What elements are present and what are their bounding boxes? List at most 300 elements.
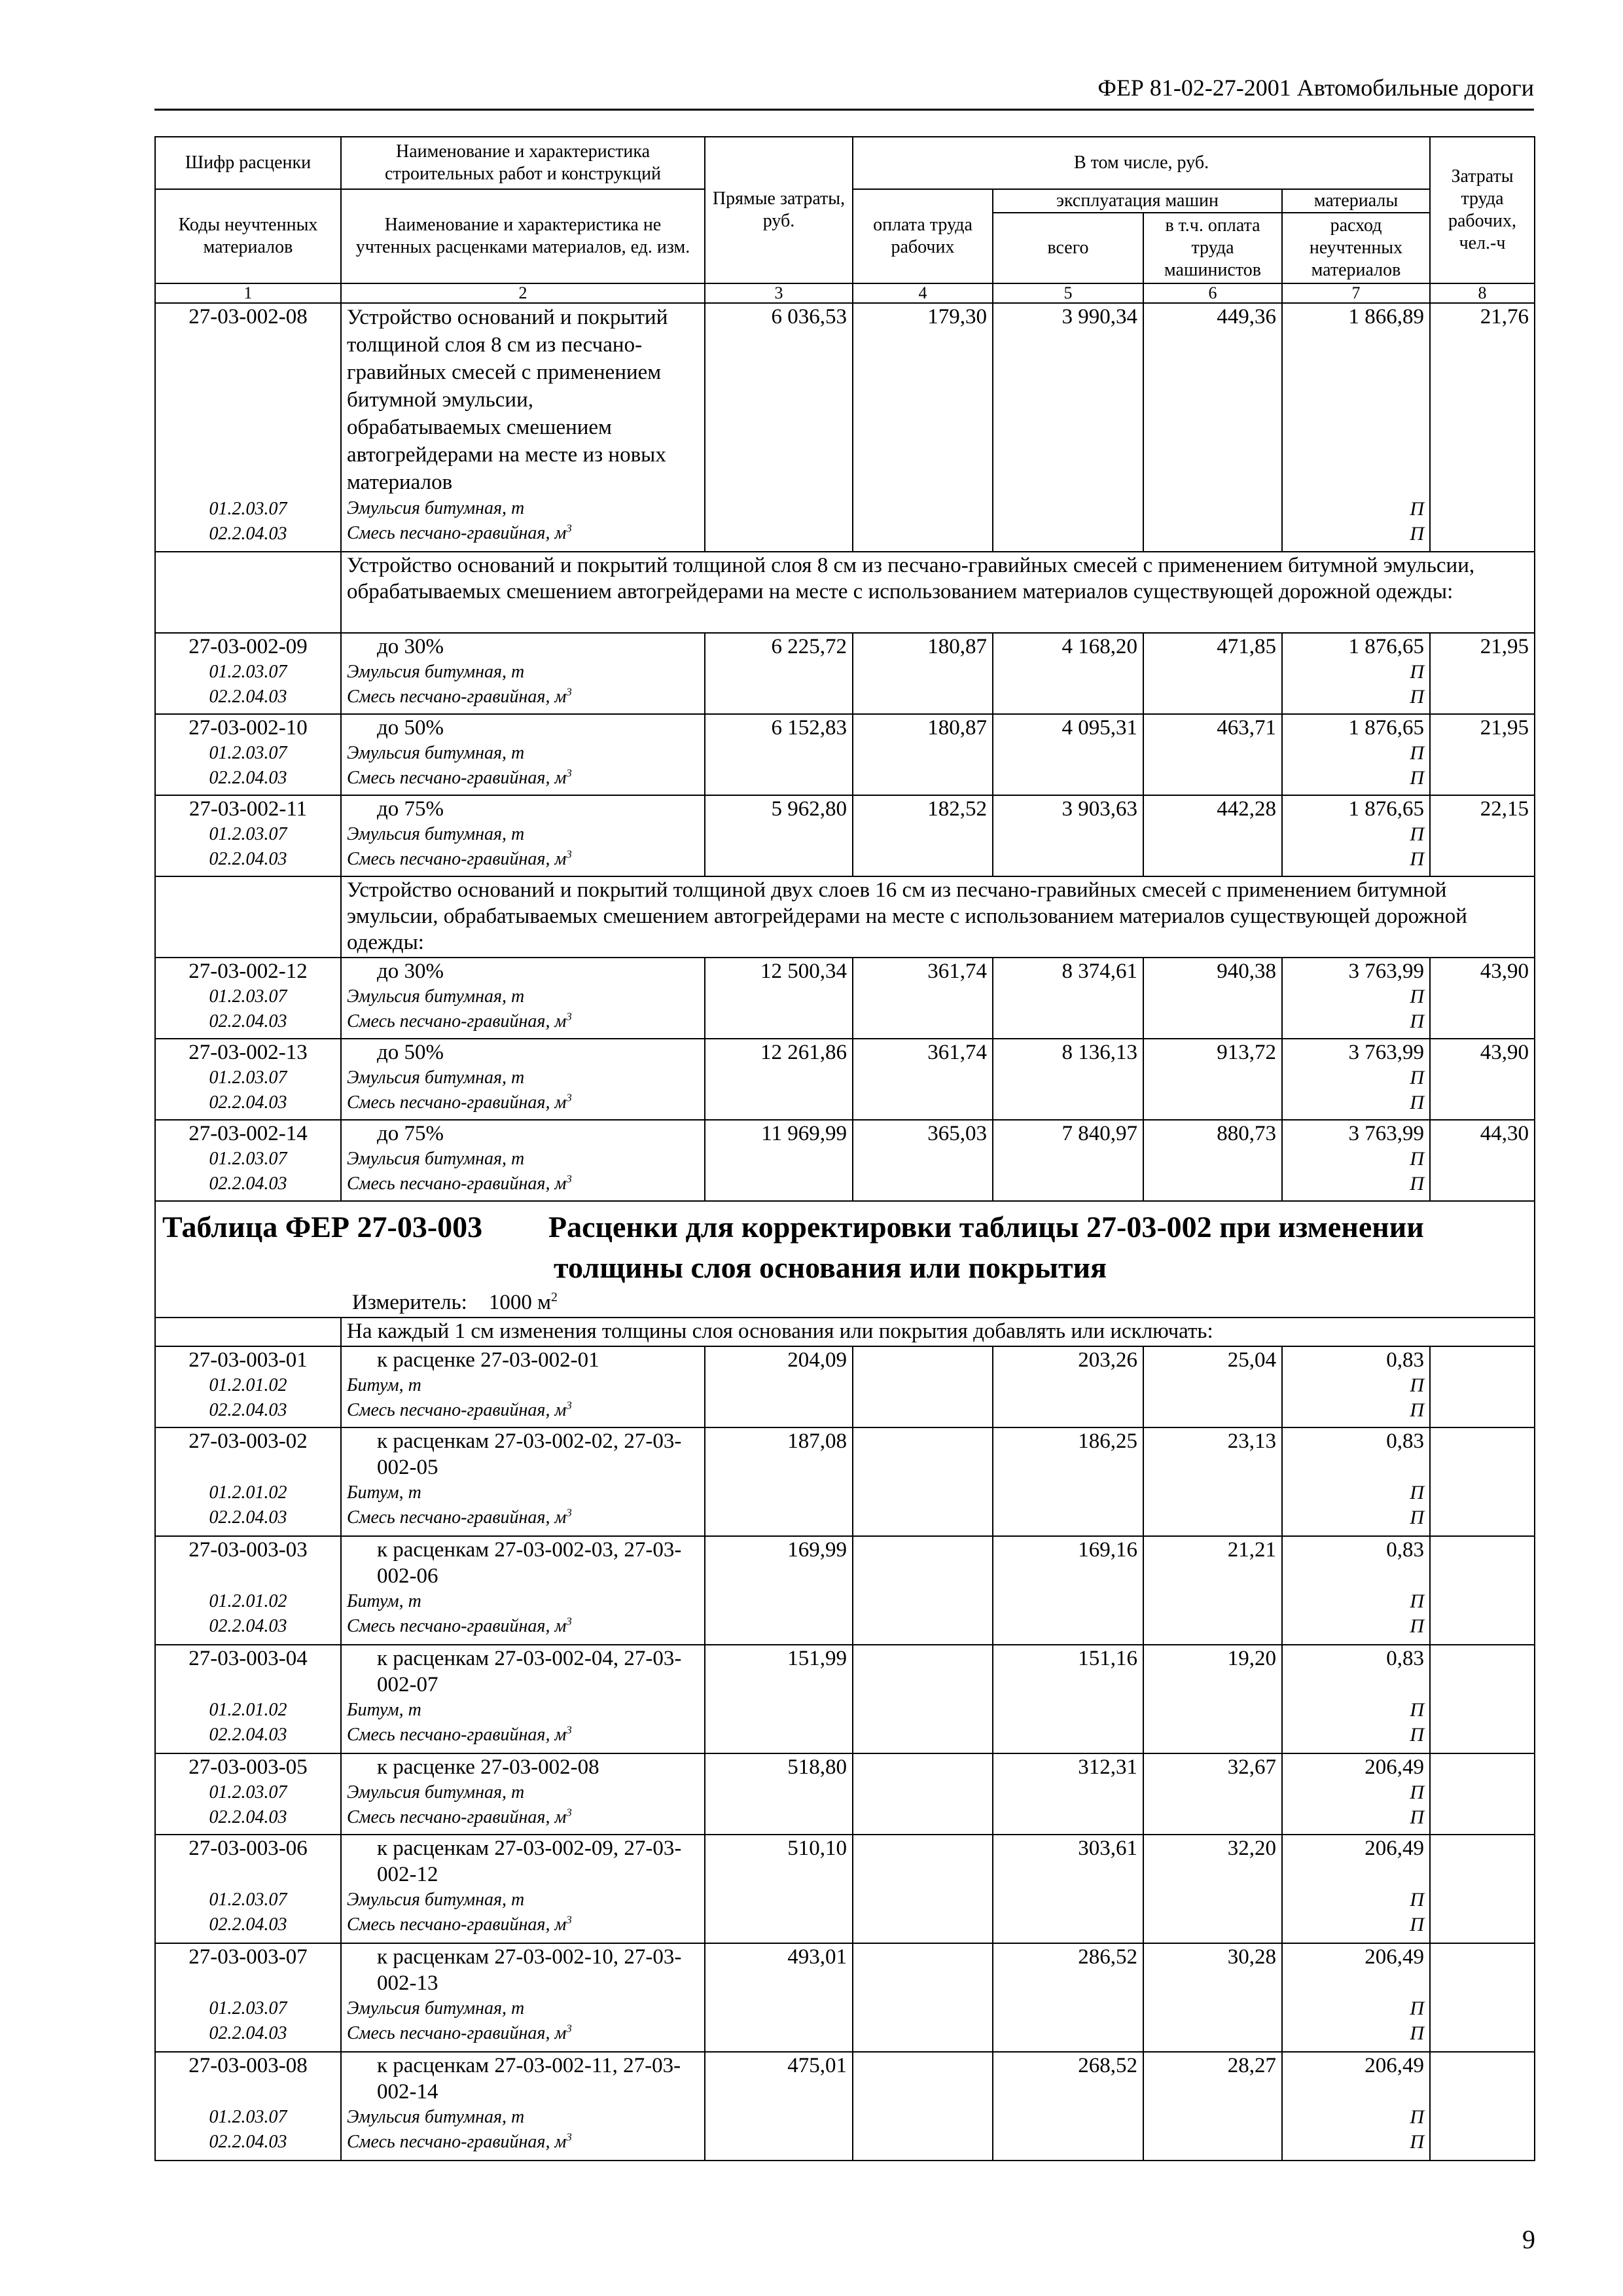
material-name-mix: Смесь песчано-гравийная, $м^3$ [347, 2130, 572, 2152]
material-name-text: Смесь песчано-гравийная, м [347, 2132, 567, 2152]
row-name: до 50% [377, 1041, 444, 1064]
row-name-cell [341, 1835, 705, 1943]
section-blank [155, 1318, 341, 1346]
material-mark: П [1410, 1914, 1425, 1935]
row-name: до 30% [377, 960, 444, 983]
row-name: к расценке 27-03-002-08 [377, 1755, 599, 1779]
labor-hours: 21,76 [1430, 303, 1535, 552]
materials-cell [1282, 1346, 1430, 1427]
labor-pay: 179,30 [853, 303, 993, 552]
section-row [155, 1318, 1535, 1346]
table-row [155, 1536, 1535, 1645]
section-row [155, 876, 1535, 958]
machines-total: 203,26 [993, 1346, 1143, 1427]
material-code: 02.2.04.03 [209, 1725, 287, 1745]
row-name-cell [341, 1039, 705, 1120]
spacer [161, 1672, 335, 1698]
material-name-text: Смесь песчано-гравийная, м [347, 1914, 567, 1935]
section-text: Устройство оснований и покрытий толщиной слоя 8 см из песчано-гравийных смесей с применением битумной эмульсии, обрабатываемых смешением автогрейдерами на месте с использованием материалов существующей дорожной одежды: [341, 552, 1535, 633]
materials-cell [1282, 303, 1430, 552]
material-mark: П [1410, 742, 1425, 764]
row-code-cell [155, 2052, 341, 2161]
machines-total: 7 840,97 [993, 1120, 1143, 1201]
material-code: 01.2.01.02 [209, 1591, 287, 1611]
material-name-text: Смесь песчано-гравийная, м [347, 1807, 567, 1827]
row-name: до 50% [377, 716, 444, 740]
materials-value: 1 876,65 [1348, 635, 1425, 658]
section-blank [155, 552, 341, 633]
machinist-pay: 23,13 [1143, 1427, 1282, 1536]
direct-cost: 187,08 [705, 1427, 853, 1536]
col-num: 1 [155, 283, 341, 303]
material-name-text: Смесь песчано-гравийная, м [347, 849, 567, 869]
material-code: 02.2.04.03 [209, 1807, 287, 1827]
direct-cost: 12 261,86 [705, 1039, 853, 1120]
machines-total: 312,31 [993, 1753, 1143, 1835]
labor-pay [853, 1536, 993, 1645]
material-mark: П [1410, 1067, 1425, 1088]
row-name-cell [341, 633, 705, 714]
materials-value: 206,49 [1364, 1945, 1425, 1969]
row-name: к расценкам 27-03-002-09, 27-03-002-12 [377, 1837, 682, 1886]
materials-value: 206,49 [1364, 1837, 1425, 1860]
material-name-text: Смесь песчано-гравийная, м [347, 2023, 567, 2043]
machinist-pay: 940,38 [1143, 958, 1282, 1039]
machinist-pay: 21,21 [1143, 1536, 1282, 1645]
table-title-left: Таблица ФЕР 27-03-003 [162, 1210, 483, 1244]
row-code-cell [155, 1039, 341, 1120]
material-name: Эмульсия битумная, т [347, 2107, 525, 2127]
labor-hours [1430, 1536, 1535, 1645]
materials-cell [1282, 1645, 1430, 1753]
labor-pay: 361,74 [853, 1039, 993, 1120]
material-name-mix: Смесь песчано-гравийная, $м^3$ [347, 522, 572, 543]
spacer [1288, 1970, 1424, 1996]
labor-pay [853, 1943, 993, 2052]
table-title [162, 1207, 1527, 1288]
materials-value: 3 763,99 [1348, 1041, 1425, 1064]
labor-pay [853, 1835, 993, 1943]
material-code: 01.2.03.07 [209, 1782, 287, 1803]
labor-pay [853, 2052, 993, 2161]
materials-value: 206,49 [1364, 1755, 1425, 1779]
row-code-cell [155, 795, 341, 876]
row-code: 27-03-003-07 [188, 1945, 308, 1969]
meter-value: 1000 м [488, 1291, 551, 1314]
row-code: 27-03-002-12 [188, 960, 308, 983]
material-code: 01.2.03.07 [209, 2107, 287, 2127]
machines-total: 303,61 [993, 1835, 1143, 1943]
spacer [161, 1454, 335, 1480]
material-code: 01.2.03.07 [209, 662, 287, 682]
labor-pay [853, 1346, 993, 1427]
materials-value: 0,83 [1386, 1538, 1425, 1562]
labor-hours [1430, 1346, 1535, 1427]
spacer [1288, 1672, 1424, 1698]
material-mark: П [1410, 1806, 1425, 1828]
row-code-cell [155, 714, 341, 795]
labor-hours [1430, 1835, 1535, 1943]
row-code: 27-03-002-09 [188, 635, 308, 658]
material-name-mix: Смесь песчано-гравийная, $м^3$ [347, 2022, 572, 2043]
row-code: 27-03-003-06 [188, 1837, 308, 1860]
row-code: 27-03-003-01 [188, 1348, 308, 1372]
table-title-cell [155, 1201, 1535, 1318]
row-code-cell [155, 1645, 341, 1753]
materials-cell [1282, 795, 1430, 876]
materials-cell [1282, 714, 1430, 795]
col-num: 7 [1282, 283, 1430, 303]
table-row [155, 1427, 1535, 1536]
labor-pay: 180,87 [853, 714, 993, 795]
table-row [155, 1645, 1535, 1753]
materials-value: 1 866,89 [1348, 305, 1425, 329]
material-mark: П [1410, 2106, 1425, 2128]
material-mark: П [1410, 1724, 1425, 1746]
labor-hours [1430, 2052, 1535, 2161]
material-mark: П [1410, 823, 1425, 845]
material-name: Эмульсия битумная, т [347, 986, 525, 1007]
table-row [155, 795, 1535, 876]
material-code: 01.2.03.07 [209, 986, 287, 1007]
machines-total: 8 136,13 [993, 1039, 1143, 1120]
row-code-cell [155, 1835, 341, 1943]
material-mark: П [1410, 686, 1425, 708]
row-code: 27-03-003-03 [188, 1538, 308, 1562]
section-row [155, 552, 1535, 633]
col-materials-sub: расход неучтенных материалов [1282, 213, 1430, 283]
materials-cell [1282, 1753, 1430, 1835]
materials-cell [1282, 633, 1430, 714]
col-name-top: Наименование и характеристика строительных работ и конструкций [341, 137, 705, 189]
material-code: 02.2.04.03 [209, 1092, 287, 1113]
material-name-text: Смесь песчано-гравийная, м [347, 1616, 567, 1636]
table-row [155, 2052, 1535, 2161]
meter-label: Измеритель: [352, 1291, 467, 1314]
material-code: 01.2.03.07 [209, 1067, 287, 1088]
material-mark: П [1410, 2022, 1425, 2044]
material-mark: П [1410, 1699, 1425, 1721]
material-name-text: Смесь песчано-гравийная, м [347, 1400, 567, 1420]
row-code: 27-03-003-05 [188, 1755, 308, 1779]
labor-pay: 365,03 [853, 1120, 993, 1201]
spacer [161, 2079, 335, 2105]
material-name-mix: Смесь песчано-гравийная, $м^3$ [347, 1091, 572, 1113]
labor-pay [853, 1645, 993, 1753]
row-code: 27-03-003-08 [188, 2054, 308, 2077]
machinist-pay: 28,27 [1143, 2052, 1282, 2161]
row-name-cell [341, 1536, 705, 1645]
material-code: 02.2.04.03 [209, 1400, 287, 1420]
col-num: 8 [1430, 283, 1535, 303]
material-name-text: Смесь песчано-гравийная, м [347, 687, 567, 707]
machines-total: 169,16 [993, 1536, 1143, 1645]
machinist-pay: 30,28 [1143, 1943, 1282, 2052]
material-code: 02.2.04.03 [209, 687, 287, 707]
row-code-cell [155, 1427, 341, 1536]
col-machines: эксплуатация машин [993, 189, 1282, 213]
material-mark: П [1410, 1173, 1425, 1194]
col-machines-total: всего [993, 213, 1143, 283]
material-code: 01.2.01.02 [209, 1375, 287, 1395]
materials-cell [1282, 2052, 1430, 2161]
row-code: 27-03-002-11 [188, 797, 308, 821]
machinist-pay: 913,72 [1143, 1039, 1282, 1120]
material-mark: П [1410, 1782, 1425, 1803]
row-code-cell [155, 1943, 341, 2052]
row-name-cell [341, 303, 705, 552]
material-name: Битум, т [347, 1591, 421, 1611]
col-labor-pay: оплата труда рабочих [853, 189, 993, 283]
material-name: Эмульсия битумная, т [347, 662, 525, 682]
row-name: Устройство оснований и покрытий толщиной слоя 8 см из песчано-гравийных смесей с применением битумной эмульсии, обрабатываемых смешением автогрейдерами на месте из новых материалов [347, 306, 668, 494]
labor-hours: 21,95 [1430, 714, 1535, 795]
col-num: 3 [705, 283, 853, 303]
labor-pay: 182,52 [853, 795, 993, 876]
material-name-mix: Смесь песчано-гравийная, $м^3$ [347, 1010, 572, 1031]
row-code: 27-03-002-08 [188, 305, 308, 329]
col-labor: Затраты труда рабочих, чел.-ч [1430, 137, 1535, 283]
material-name-mix: Смесь песчано-гравийная, $м^3$ [347, 1615, 572, 1636]
material-mark: П [1410, 498, 1425, 520]
material-code: 02.2.04.03 [209, 768, 287, 788]
row-name-cell [341, 2052, 705, 2161]
materials-value: 3 763,99 [1348, 960, 1425, 983]
direct-cost: 510,10 [705, 1835, 853, 1943]
material-name: Битум, т [347, 1375, 421, 1395]
material-name: Эмульсия битумная, т [347, 1890, 525, 1910]
material-mark: П [1410, 1482, 1425, 1503]
row-code-cell [155, 1120, 341, 1201]
labor-pay [853, 1427, 993, 1536]
material-code: 02.2.04.03 [209, 1011, 287, 1031]
machines-total: 3 990,34 [993, 303, 1143, 552]
material-code: 02.2.04.03 [209, 1914, 287, 1935]
material-mark: П [1410, 1889, 1425, 1910]
row-name: до 75% [377, 797, 444, 821]
labor-pay [853, 1753, 993, 1835]
material-name-text: Смесь песчано-гравийная, м [347, 1011, 567, 1031]
row-name: до 75% [377, 1122, 444, 1145]
machines-total: 268,52 [993, 2052, 1143, 2161]
material-code: 01.2.03.07 [209, 1890, 287, 1910]
spacer [1288, 1563, 1424, 1589]
materials-value: 206,49 [1364, 2054, 1425, 2077]
direct-cost: 12 500,34 [705, 958, 853, 1039]
material-name: Эмульсия битумная, т [347, 1149, 525, 1169]
table-row [155, 1039, 1535, 1120]
table-title-row [155, 1201, 1535, 1318]
material-mark: П [1410, 2131, 1425, 2153]
row-code: 27-03-002-14 [188, 1122, 308, 1145]
row-code: 27-03-003-02 [188, 1429, 308, 1453]
table-row [155, 1120, 1535, 1201]
material-name: Эмульсия битумная, т [347, 1782, 525, 1803]
row-name: к расценкам 27-03-002-03, 27-03-002-06 [377, 1538, 682, 1588]
col-code-bottom: Коды неучтенных материалов [155, 189, 341, 283]
material-name-mix: Смесь песчано-гравийная, $м^3$ [347, 1399, 572, 1420]
material-name-mix: Смесь песчано-гравийная, $м^3$ [347, 1506, 572, 1528]
material-name-mix: Смесь песчано-гравийная, $м^3$ [347, 1172, 572, 1194]
col-num: 4 [853, 283, 993, 303]
materials-cell [1282, 1835, 1430, 1943]
spacer [161, 1563, 335, 1589]
direct-cost: 6 152,83 [705, 714, 853, 795]
section-blank [155, 876, 341, 958]
material-name: Битум, т [347, 1482, 421, 1503]
row-name-cell [341, 1346, 705, 1427]
material-name-text: Смесь песчано-гравийная, м [347, 1725, 567, 1745]
col-machinist-pay: в т.ч. оплата труда машинистов [1143, 213, 1282, 283]
material-mark: П [1410, 986, 1425, 1007]
row-name-cell [341, 1427, 705, 1536]
materials-cell [1282, 1943, 1430, 2052]
col-code-top: Шифр расценки [155, 137, 341, 189]
material-mark: П [1410, 848, 1425, 870]
material-mark: П [1410, 1148, 1425, 1170]
machines-total: 186,25 [993, 1427, 1143, 1536]
material-name-text: Смесь песчано-гравийная, м [347, 1507, 567, 1528]
row-code-cell [155, 958, 341, 1039]
material-name: Эмульсия битумная, т [347, 743, 525, 763]
machines-total: 151,16 [993, 1645, 1143, 1753]
row-name: к расценкам 27-03-002-02, 27-03-002-05 [377, 1429, 682, 1479]
material-name-mix: Смесь песчано-гравийная, $м^3$ [347, 766, 572, 788]
material-code: 01.2.03.07 [209, 743, 287, 763]
material-name: Эмульсия битумная, т [347, 498, 525, 518]
labor-pay: 180,87 [853, 633, 993, 714]
direct-cost: 6 036,53 [705, 303, 853, 552]
materials-cell [1282, 1536, 1430, 1645]
col-materials: материалы [1282, 189, 1430, 213]
material-code: 02.2.04.03 [209, 2132, 287, 2152]
row-name: до 30% [377, 635, 444, 658]
labor-hours: 21,95 [1430, 633, 1535, 714]
material-mark: П [1410, 767, 1425, 789]
material-code: 02.2.04.03 [209, 1616, 287, 1636]
labor-hours [1430, 1427, 1535, 1536]
spacer [161, 330, 335, 497]
row-code-cell [155, 1346, 341, 1427]
material-name: Битум, т [347, 1700, 421, 1720]
row-name-cell [341, 1120, 705, 1201]
material-name-mix: Смесь песчано-гравийная, $м^3$ [347, 1806, 572, 1827]
labor-hours: 22,15 [1430, 795, 1535, 876]
row-name-cell [341, 958, 705, 1039]
materials-value: 0,83 [1386, 1348, 1425, 1372]
material-code: 02.2.04.03 [209, 524, 287, 544]
header-row-1 [155, 137, 1535, 189]
machines-total: 8 374,61 [993, 958, 1143, 1039]
row-name-cell [341, 714, 705, 795]
machinist-pay: 19,20 [1143, 1645, 1282, 1753]
material-name-text: Смесь песчано-гравийная, м [347, 523, 567, 543]
material-mark: П [1410, 661, 1425, 683]
material-name-mix: Смесь песчано-гравийная, $м^3$ [347, 1723, 572, 1745]
row-name: к расценкам 27-03-002-11, 27-03-002-14 [377, 2054, 681, 2104]
material-mark: П [1410, 523, 1425, 545]
materials-value: 3 763,99 [1348, 1122, 1425, 1145]
meter-line: Измеритель: 1000 $м^2$ [352, 1290, 558, 1314]
col-num: 2 [341, 283, 705, 303]
row-code: 27-03-003-04 [188, 1647, 308, 1670]
direct-cost: 204,09 [705, 1346, 853, 1427]
materials-cell [1282, 1427, 1430, 1536]
labor-hours: 43,90 [1430, 1039, 1535, 1120]
table-row [155, 1835, 1535, 1943]
row-name: к расценке 27-03-002-01 [377, 1348, 599, 1372]
material-name-mix: Смесь песчано-гравийная, $м^3$ [347, 685, 572, 707]
materials-cell [1282, 1039, 1430, 1120]
labor-pay: 361,74 [853, 958, 993, 1039]
material-name-text: Смесь песчано-гравийная, м [347, 768, 567, 788]
row-code: 27-03-002-10 [188, 716, 308, 740]
material-code: 01.2.03.07 [209, 824, 287, 844]
material-code: 01.2.01.02 [209, 1700, 287, 1720]
materials-cell [1282, 958, 1430, 1039]
material-name-text: Смесь песчано-гравийная, м [347, 1174, 567, 1194]
material-code: 01.2.03.07 [209, 499, 287, 519]
row-code-cell [155, 1753, 341, 1835]
machinist-pay: 471,85 [1143, 633, 1282, 714]
direct-cost: 6 225,72 [705, 633, 853, 714]
section-text: На каждый 1 см изменения толщины слоя основания или покрытия добавлять или исключать: [341, 1318, 1535, 1346]
table-title-line1: Расценки для корректировки таблицы 27-03-002 при изменении [548, 1210, 1424, 1244]
table-row [155, 1943, 1535, 2052]
machinist-pay: 880,73 [1143, 1120, 1282, 1201]
materials-value: 0,83 [1386, 1647, 1425, 1670]
material-code: 02.2.04.03 [209, 849, 287, 869]
spacer [1288, 1454, 1424, 1480]
row-code-cell [155, 303, 341, 552]
material-name-text: Смесь песчано-гравийная, м [347, 1092, 567, 1113]
row-name: к расценкам 27-03-002-04, 27-03-002-07 [377, 1647, 682, 1696]
spacer [1288, 2079, 1424, 2105]
spacer [161, 1970, 335, 1996]
material-mark: П [1410, 1998, 1425, 2019]
materials-value: 1 876,65 [1348, 716, 1425, 740]
direct-cost: 518,80 [705, 1753, 853, 1835]
labor-hours [1430, 1645, 1535, 1753]
material-mark: П [1410, 1374, 1425, 1396]
table-row [155, 1753, 1535, 1835]
running-header: ФЕР 81-02-27-2001 Автомобильные дороги [154, 71, 1534, 111]
machines-total: 3 903,63 [993, 795, 1143, 876]
spacer [161, 1861, 335, 1888]
machinist-pay: 32,20 [1143, 1835, 1282, 1943]
row-name: к расценкам 27-03-002-10, 27-03-002-13 [377, 1945, 682, 1995]
materials-value: 0,83 [1386, 1429, 1425, 1453]
material-mark: П [1410, 1092, 1425, 1113]
material-code: 02.2.04.03 [209, 2023, 287, 2043]
direct-cost: 475,01 [705, 2052, 853, 2161]
material-code: 01.2.03.07 [209, 1149, 287, 1169]
material-code: 01.2.03.07 [209, 1998, 287, 2018]
row-name-cell [341, 795, 705, 876]
direct-cost: 11 969,99 [705, 1120, 853, 1201]
material-mark: П [1410, 1011, 1425, 1032]
table-row [155, 1346, 1535, 1427]
material-name: Эмульсия битумная, т [347, 1067, 525, 1088]
row-name-cell [341, 1943, 705, 2052]
labor-hours: 44,30 [1430, 1120, 1535, 1201]
direct-cost: 493,01 [705, 1943, 853, 2052]
col-num: 5 [993, 283, 1143, 303]
direct-cost: 151,99 [705, 1645, 853, 1753]
material-code: 02.2.04.03 [209, 1174, 287, 1194]
section-text: Устройство оснований и покрытий толщиной двух слоев 16 см из песчано-гравийных смесей с применением битумной эмульсии, обрабатываемых смешением автогрейдерами на месте с использованием материалов существующей дорожной одежды: [341, 876, 1535, 958]
material-mark: П [1410, 1507, 1425, 1528]
